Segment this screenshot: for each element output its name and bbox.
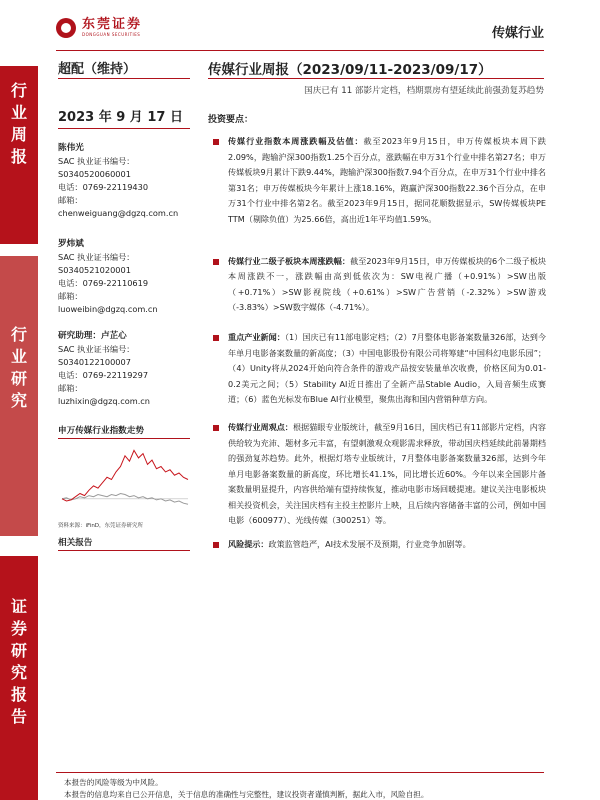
analyst-name: 陈伟光 <box>58 143 84 153</box>
date-divider <box>58 128 190 129</box>
related-reports-heading: 相关报告 <box>58 538 93 548</box>
company-logo <box>56 18 142 38</box>
analyst-email[interactable]: chenweiguang@dgzq.com.cn <box>58 208 179 218</box>
analyst-info <box>58 330 150 408</box>
investment-point <box>208 254 546 316</box>
chart-title: 申万传媒行业指数走势 <box>58 426 144 436</box>
industry-label: 传媒行业 <box>491 26 544 41</box>
index-trend-chart <box>58 441 192 519</box>
point-lead: 传媒行业周观点： <box>228 421 293 432</box>
point-text: 根据猫眼专业版统计，截至9月16日，国庆档已有11部影片定档，内容供给较为充沛、题材多元丰富，有望刺激观众观影需求释放，带动国庆档延续此前暑期档的强劲复苏趋势。此外，根据灯塔专业版统计，7月整体电影备案数量326部，达到今年单月电影备案数量的新高度，环比增长41.1%，同比增长近60%。今年以来全国影片备案数量明显提升，内容供给端有望持续恢复，推动电影市场回暖提速。建议关注电影板块相关投资机会，关注国庆档有主投主控影片上映，且后续内容储备丰富的公司，例如中国电影（600977）、光线传媒（300251）等。 <box>228 421 546 526</box>
analyst-phone: 电话：0769-22110619 <box>58 278 149 288</box>
investment-highlights-heading: 投资要点： <box>208 115 254 125</box>
investment-points <box>208 134 546 553</box>
footer-divider <box>56 772 544 773</box>
report-title: 传媒行业周报（2023/09/11-2023/09/17） <box>208 62 492 78</box>
band-char: 报 <box>10 685 27 704</box>
band-char: 究 <box>10 663 27 682</box>
investment-point <box>208 537 546 553</box>
analyst-email[interactable]: luzhixin@dgzq.com.cn <box>58 396 150 406</box>
point-text: 截至2023年9月15日，申万传媒板块的6个二级子板块本周涨跌不一，涨跌幅由高到低依次为：SW电视广播（+0.91%）>SW出版（+0.71%）>SW影视院线（+0.61%）>SW广告营销（-2.32%）>SW游戏（-3.83%）>SW数字媒体（-4.71%）。 <box>228 255 546 313</box>
band-char: 周 <box>10 125 27 144</box>
chart-svg <box>58 441 192 519</box>
point-lead: 重点产业新闻： <box>228 331 285 342</box>
header-divider <box>56 50 544 51</box>
analyst-name: 罗炜斌 <box>58 239 84 249</box>
band-char: 业 <box>10 103 27 122</box>
logo-chinese-name: 东莞证券 <box>82 17 143 32</box>
chart-title-divider <box>58 438 190 439</box>
point-text: 截至2023年9月15日，申万传媒板块本周下跌2.09%，跑输沪深300指数1.25个百分点，涨跌幅在申万31个行业中排名第27名；申万传媒板块9月累计下跌9.44%，跑输沪深300指数7.94个百分点，在申万31个行业中排名第31名；申万传媒板块今年累计上涨18.16%，跑赢沪深300指数22.36个百分点，在申万31个行业中排名第2名。截至2023年9月15日，据同花顺数据显示，SW传媒板块PE TTM（剔除负值）为25.66倍，高出近1年平均值1.59%。 <box>228 136 546 224</box>
band-char: 行 <box>10 325 27 344</box>
point-lead: 风险提示： <box>228 539 269 550</box>
band-char: 业 <box>10 347 27 366</box>
analyst-info <box>58 142 178 220</box>
rating: 超配（维持） <box>58 62 137 77</box>
analyst-phone: 电话：0769-22119430 <box>58 182 149 192</box>
bullet-square-icon <box>213 259 219 265</box>
investment-point <box>208 420 546 529</box>
point-lead: 传媒行业指数本周涨跌幅及估值： <box>228 136 364 146</box>
title-divider <box>208 78 544 79</box>
logo-english-name: DONGGUAN SECURITIES <box>82 32 141 37</box>
band-char: 研 <box>10 641 27 660</box>
analyst-info <box>58 238 158 316</box>
bullet-square-icon <box>213 139 219 145</box>
side-band-weekly-report <box>0 66 38 244</box>
side-band-securities-report <box>0 556 38 800</box>
footer-disclaimer-text: 本报告的信息均来自已公开信息，关于信息的准确性与完整性，建议投资者谨慎判断，据此入市，风险自担。 <box>64 790 429 799</box>
analyst-cert-number: S0340122100007 <box>58 357 131 367</box>
bullet-square-icon <box>213 542 219 548</box>
analyst-email-label: 邮箱： <box>58 291 83 301</box>
analyst-cert-label: SAC 执业证书编号： <box>58 156 135 166</box>
point-text: （1）国庆已有11部电影定档；（2）7月整体电影备案数量326部，达到今年单月电影备案数量的新高度；（3）中国电影股份有限公司将筹建“中国科幻电影乐园”；（4）Unity将从2024开始向符合条件的游戏产品按安装量单次收费，价格区间为0.01-0.2美元之间；（5）Stability AI近日推出了全新产品Stable Audio，入局音频生成赛道；（6）蓝色光标发布Blue AI行业模型，聚焦出海和国内营销种草方向。 <box>228 331 546 405</box>
band-char: 报 <box>10 147 27 166</box>
analyst-name: 研究助理：卢芷心 <box>58 331 127 341</box>
side-band-industry-research <box>0 256 38 536</box>
related-divider <box>58 550 190 551</box>
band-char: 券 <box>10 619 27 638</box>
band-char: 行 <box>10 81 27 100</box>
band-char: 告 <box>10 707 27 726</box>
footer-risk-level: 本报告的风险等级为中风险。 <box>64 778 163 787</box>
analyst-cert-number: S0340521020001 <box>58 265 131 275</box>
analyst-email-label: 邮箱： <box>58 383 83 393</box>
investment-point <box>208 134 546 228</box>
chart-source: 资料来源：iFinD，东莞证券研究所 <box>58 523 144 529</box>
band-char: 究 <box>10 391 27 410</box>
analyst-email[interactable]: luoweibin@dgzq.com.cn <box>58 304 158 314</box>
analyst-email-label: 邮箱： <box>58 195 83 205</box>
footer-disclaimer <box>64 777 429 800</box>
investment-point <box>208 330 546 408</box>
band-char: 研 <box>10 369 27 388</box>
logo-emblem-icon <box>56 18 76 38</box>
bullet-square-icon <box>213 425 219 431</box>
analyst-cert-number: S0340520060001 <box>58 169 131 179</box>
chart-series-line <box>62 450 188 501</box>
point-text: 政策监管趋严，AI技术发展不及预期，行业竞争加剧等。 <box>268 539 471 550</box>
point-lead: 传媒行业二级子板块本周涨跌幅： <box>228 255 351 266</box>
report-subtitle: 国庆已有 11 部影片定档，档期票房有望延续此前强劲复苏趋势 <box>304 86 544 96</box>
analyst-phone: 电话：0769-22119297 <box>58 370 149 380</box>
analyst-cert-label: SAC 执业证书编号： <box>58 252 135 262</box>
rating-divider <box>58 78 190 79</box>
bullet-square-icon <box>213 335 219 341</box>
band-char: 证 <box>10 597 27 616</box>
report-date: 2023 年 9 月 17 日 <box>58 110 183 125</box>
analyst-cert-label: SAC 执业证书编号： <box>58 344 135 354</box>
